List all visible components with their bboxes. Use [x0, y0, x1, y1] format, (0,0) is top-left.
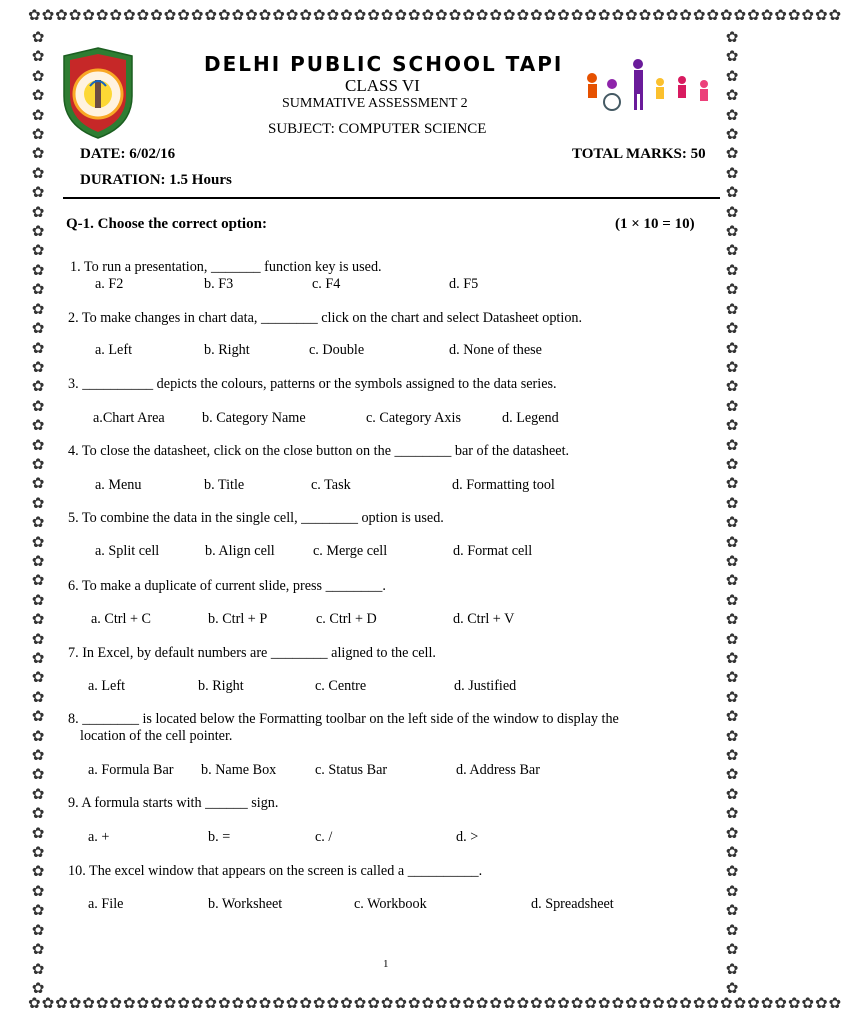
- option-b: b. Title: [204, 477, 245, 493]
- option-c: c. Workbook: [354, 896, 427, 912]
- option-d: d. F5: [449, 276, 479, 292]
- question-text-continued: location of the cell pointer.: [80, 728, 233, 744]
- question-text: 10. The excel window that appears on the screen is called a __________.: [68, 863, 483, 879]
- option-a: a. File: [88, 896, 124, 912]
- question-text: 6. To make a duplicate of current slide, press ________.: [68, 578, 386, 594]
- section-marks: (1 × 10 = 10): [615, 216, 695, 232]
- option-c: c. /: [315, 829, 333, 845]
- question-text: 1. To run a presentation, _______ function key is used.: [70, 259, 382, 275]
- total-marks: TOTAL MARKS: 50: [572, 146, 706, 162]
- option-a: a. +: [88, 829, 110, 845]
- option-a: a. Left: [88, 678, 126, 694]
- option-b: b. Worksheet: [208, 896, 283, 912]
- option-b: b. Right: [198, 678, 244, 694]
- exam-duration: DURATION: 1.5 Hours: [80, 172, 232, 188]
- option-b: b. =: [208, 829, 231, 845]
- option-a: a. Left: [95, 342, 133, 358]
- option-d: d. Spreadsheet: [531, 896, 614, 912]
- option-c: c. Status Bar: [315, 762, 388, 778]
- option-d: d. Formatting tool: [452, 477, 555, 493]
- header-divider: [63, 197, 720, 199]
- question-text: 9. A formula starts with ______ sign.: [68, 795, 279, 811]
- page-border-bottom: ✿✿✿✿✿✿✿✿✿✿✿✿✿✿✿✿✿✿✿✿✿✿✿✿✿✿✿✿✿✿✿✿✿✿✿✿✿✿✿✿✿✿✿✿✿✿✿✿✿✿✿✿✿✿✿✿✿✿✿✿: [28, 994, 842, 1012]
- question-text: 2. To make changes in chart data, ________ click on the chart and select Datasheet option.: [68, 310, 583, 326]
- option-a: a. Split cell: [95, 543, 160, 559]
- option-b: b. Right: [204, 342, 250, 358]
- question-text: 8. ________ is located below the Formatting toolbar on the left side of the window to display the: [68, 711, 619, 727]
- option-b: b. Align cell: [205, 543, 275, 559]
- page-border-left: ✿✿✿✿✿✿✿✿✿✿✿✿✿✿✿✿✿✿✿✿✿✿✿✿✿✿✿✿✿✿✿✿✿✿✿✿✿✿✿✿✿✿✿✿✿✿✿✿✿✿: [31, 28, 45, 997]
- section-heading: Q-1. Choose the correct option:: [66, 216, 267, 232]
- option-d: d. Format cell: [453, 543, 533, 559]
- assessment-title: SUMMATIVE ASSESSMENT 2: [282, 96, 468, 111]
- option-d: d. Legend: [502, 410, 559, 426]
- option-c: c. Double: [309, 342, 365, 358]
- option-c: c. F4: [312, 276, 341, 292]
- option-b: b. Category Name: [202, 410, 306, 426]
- option-d: d. >: [456, 829, 479, 845]
- question-text: 3. __________ depicts the colours, patterns or the symbols assigned to the data series.: [68, 376, 557, 392]
- option-c: c. Ctrl + D: [316, 611, 377, 627]
- option-b: b. Name Box: [201, 762, 277, 778]
- page-border-right: ✿✿✿✿✿✿✿✿✿✿✿✿✿✿✿✿✿✿✿✿✿✿✿✿✿✿✿✿✿✿✿✿✿✿✿✿✿✿✿✿✿✿✿✿✿✿✿✿✿✿: [725, 28, 739, 997]
- option-a: a. F2: [95, 276, 124, 292]
- option-a: a. Ctrl + C: [91, 611, 152, 627]
- page-border-top: ✿✿✿✿✿✿✿✿✿✿✿✿✿✿✿✿✿✿✿✿✿✿✿✿✿✿✿✿✿✿✿✿✿✿✿✿✿✿✿✿✿✿✿✿✿✿✿✿✿✿✿✿✿✿✿✿✿✿✿✿: [28, 6, 842, 24]
- option-b: b. F3: [204, 276, 234, 292]
- question-text: 7. In Excel, by default numbers are ________ aligned to the cell.: [68, 645, 436, 661]
- question-text: 4. To close the datasheet, click on the close button on the ________ bar of the datasheet.: [68, 443, 570, 459]
- option-c: c. Category Axis: [366, 410, 461, 426]
- question-text: 5. To combine the data in the single cell, ________ option is used.: [68, 510, 444, 526]
- option-c: c. Centre: [315, 678, 367, 694]
- exam-date: DATE: 6/02/16: [80, 146, 176, 162]
- page-number: 1: [383, 958, 389, 970]
- option-d: d. Justified: [454, 678, 517, 694]
- class-title: CLASS VI: [345, 76, 420, 95]
- option-d: d. None of these: [449, 342, 542, 358]
- children-illustration: [578, 56, 718, 112]
- subject-title: SUBJECT: COMPUTER SCIENCE: [268, 121, 487, 137]
- option-d: d. Ctrl + V: [453, 611, 515, 627]
- option-a: a. Formula Bar: [88, 762, 174, 778]
- option-d: d. Address Bar: [456, 762, 540, 778]
- school-name: DELHI PUBLIC SCHOOL TAPI: [204, 52, 564, 76]
- option-c: c. Task: [311, 477, 351, 493]
- option-a: a.Chart Area: [93, 410, 165, 426]
- option-b: b. Ctrl + P: [208, 611, 268, 627]
- option-c: c. Merge cell: [313, 543, 388, 559]
- school-logo: [60, 46, 136, 140]
- option-a: a. Menu: [95, 477, 142, 493]
